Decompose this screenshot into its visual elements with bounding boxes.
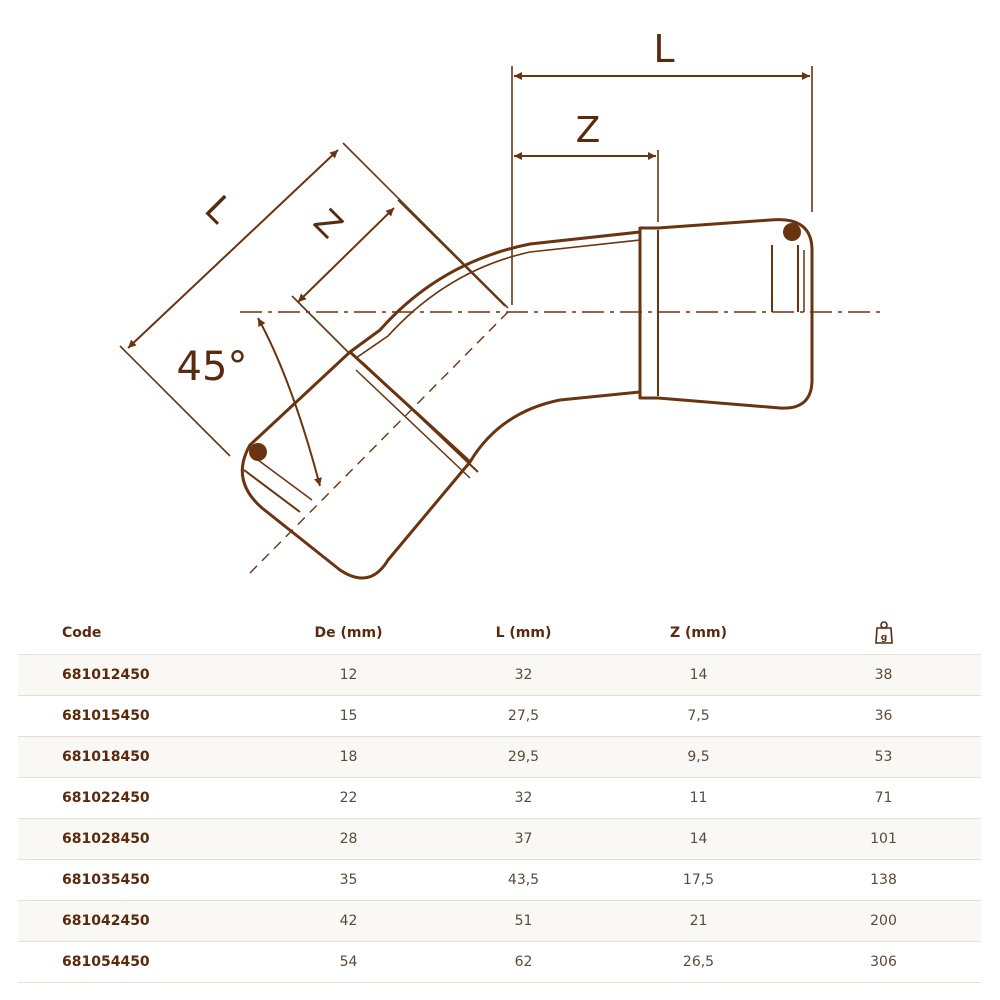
- diagonal-z-label: Z: [305, 201, 351, 247]
- table-row: [18, 655, 981, 696]
- table-header-row: [18, 612, 981, 655]
- cell-l: 29,5: [436, 737, 611, 778]
- horizontal-socket: [640, 220, 812, 409]
- cell-weight: 306: [786, 942, 981, 983]
- elbow-outer-curve: [350, 232, 640, 352]
- table-body: [18, 655, 981, 983]
- cell-code: 681015450: [18, 696, 261, 737]
- cell-z: 9,5: [611, 737, 786, 778]
- cell-code: 681028450: [18, 819, 261, 860]
- diagonal-centerline: [248, 312, 508, 575]
- cell-z: 11: [611, 778, 786, 819]
- cell-l: 43,5: [436, 860, 611, 901]
- cell-de: 22: [261, 778, 436, 819]
- o-ring: [249, 443, 267, 461]
- cell-l: 27,5: [436, 696, 611, 737]
- socket-edge-line: [356, 370, 470, 478]
- specification-table: [18, 612, 981, 983]
- cell-z: 26,5: [611, 942, 786, 983]
- header-weight: [786, 612, 981, 655]
- header-de: De (mm): [261, 612, 436, 655]
- cell-de: 28: [261, 819, 436, 860]
- cell-de: 54: [261, 942, 436, 983]
- cell-z: 14: [611, 819, 786, 860]
- cell-l: 62: [436, 942, 611, 983]
- o-ring: [783, 223, 801, 241]
- cell-code: 681012450: [18, 655, 261, 696]
- table-row: [18, 696, 981, 737]
- cell-code: 681042450: [18, 901, 261, 942]
- cell-weight: 200: [786, 901, 981, 942]
- cell-l: 37: [436, 819, 611, 860]
- cell-code: 681054450: [18, 942, 261, 983]
- table-row: [18, 860, 981, 901]
- weight-icon: [874, 621, 894, 645]
- cell-code: 681035450: [18, 860, 261, 901]
- cell-de: 18: [261, 737, 436, 778]
- svg-text:g: g: [880, 633, 887, 643]
- angle-label: 45°: [176, 344, 248, 390]
- header-code: Code: [18, 612, 261, 655]
- table-row: [18, 942, 981, 983]
- diagonal-l-dimension: [128, 150, 338, 348]
- socket-edge-line: [362, 362, 478, 472]
- cell-code: 681022450: [18, 778, 261, 819]
- table-row: [18, 737, 981, 778]
- cell-l: 51: [436, 901, 611, 942]
- cell-weight: 101: [786, 819, 981, 860]
- cell-code: 681018450: [18, 737, 261, 778]
- dimension-extension-line: [343, 143, 508, 308]
- table-row: [18, 819, 981, 860]
- diagonal-l-label: L: [196, 188, 240, 232]
- horizontal-z-label: Z: [575, 110, 601, 151]
- cell-weight: 38: [786, 655, 981, 696]
- cell-weight: 53: [786, 737, 981, 778]
- elbow-inner-curve: [470, 392, 640, 462]
- horizontal-l-label: L: [653, 27, 675, 71]
- cell-de: 12: [261, 655, 436, 696]
- cell-de: 15: [261, 696, 436, 737]
- cell-l: 32: [436, 655, 611, 696]
- table-row: [18, 901, 981, 942]
- seal-ring-line: [244, 470, 300, 512]
- header-l: L (mm): [436, 612, 611, 655]
- cell-weight: 138: [786, 860, 981, 901]
- cell-z: 7,5: [611, 696, 786, 737]
- cell-weight: 71: [786, 778, 981, 819]
- table-row: [18, 778, 981, 819]
- cell-de: 35: [261, 860, 436, 901]
- cell-de: 42: [261, 901, 436, 942]
- header-z: Z (mm): [611, 612, 786, 655]
- seal-ring-line: [258, 460, 312, 500]
- cell-l: 32: [436, 778, 611, 819]
- cell-z: 14: [611, 655, 786, 696]
- angle-arc: [258, 318, 320, 486]
- cell-z: 17,5: [611, 860, 786, 901]
- dimension-extension-line: [292, 296, 350, 354]
- cell-weight: 36: [786, 696, 981, 737]
- cell-z: 21: [611, 901, 786, 942]
- dimension-extension-line: [398, 200, 505, 306]
